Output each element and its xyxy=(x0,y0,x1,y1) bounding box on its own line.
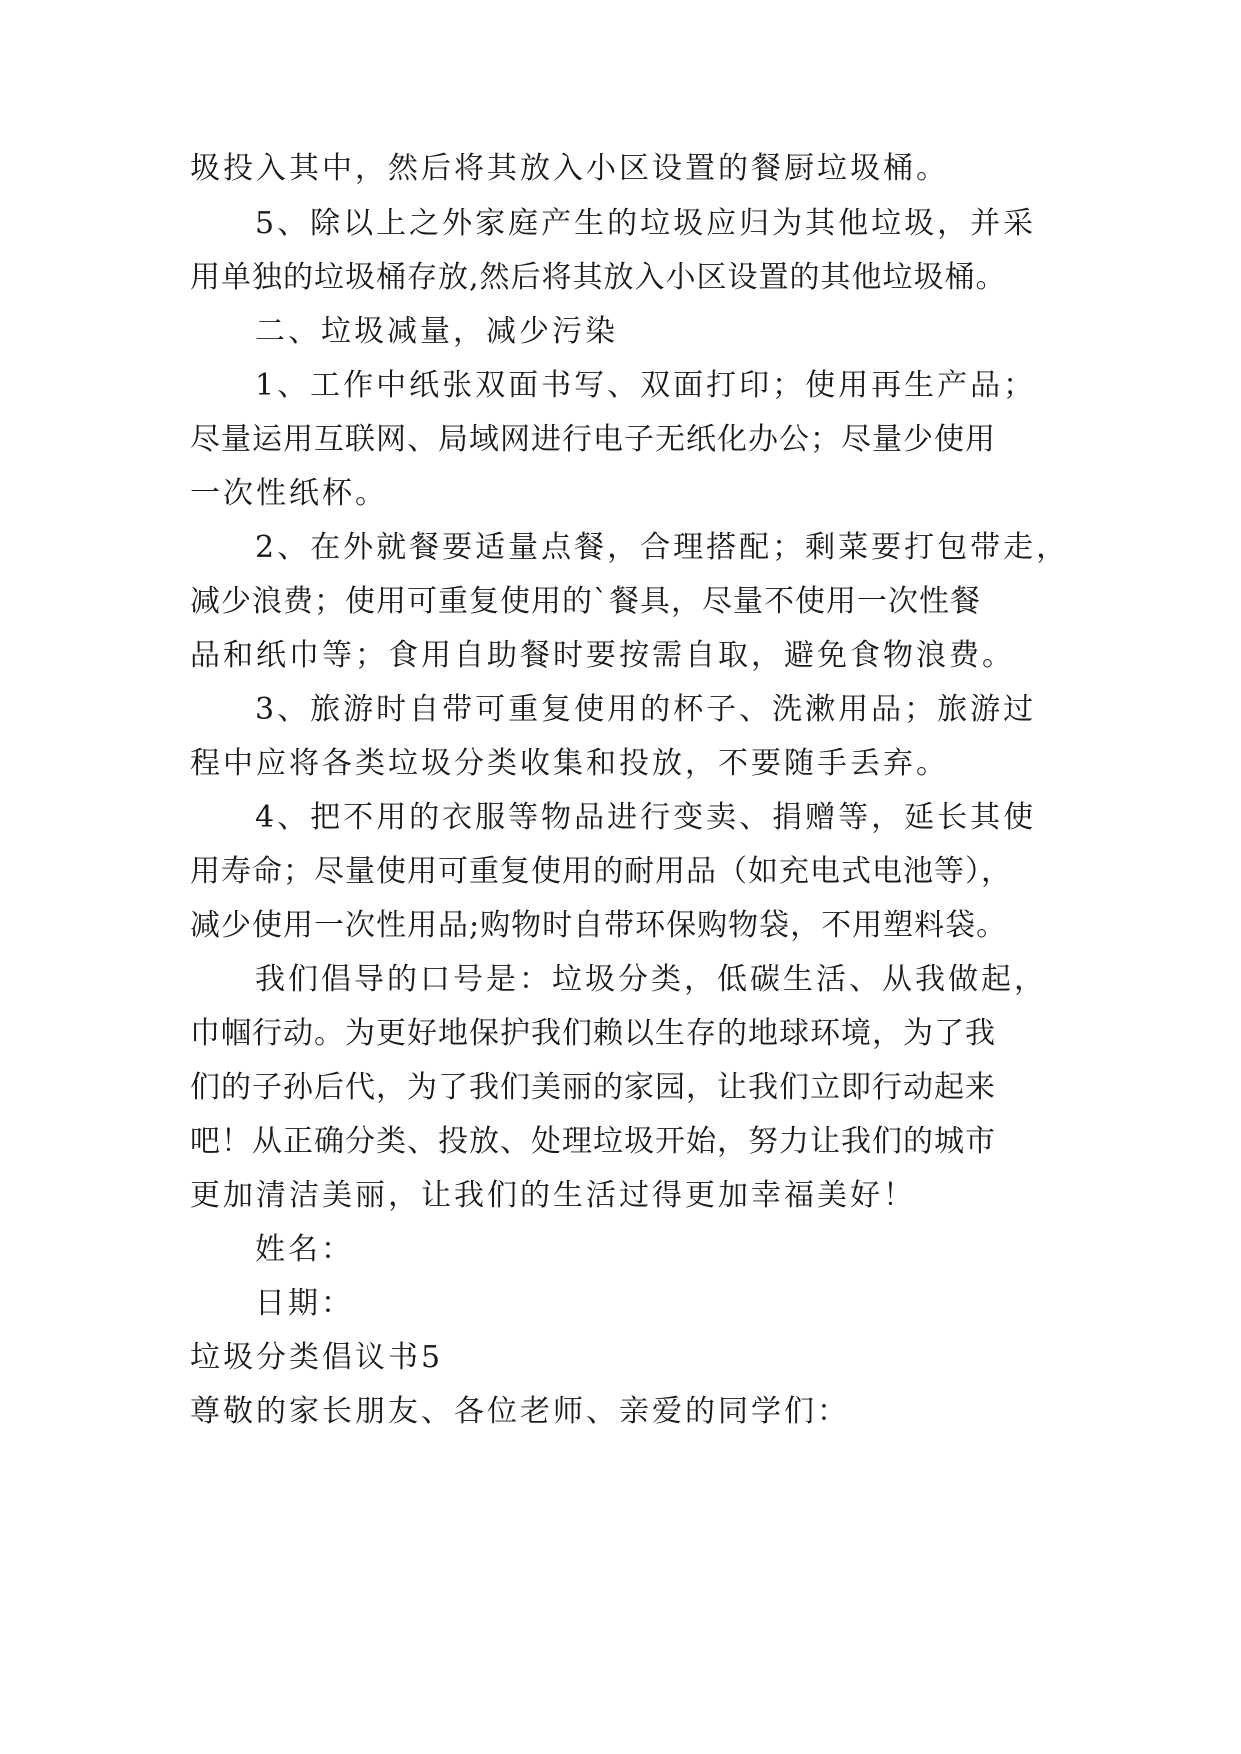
text-line: 尽量运用互联网、局域网进行电子无纸化办公；尽量少使用 xyxy=(190,422,996,457)
text-line: 4、把不用的衣服等物品进行变卖、捐赠等，延长其使 xyxy=(255,800,1037,835)
text-line: 用单独的垃圾桶存放,然后将其放入小区设置的其他垃圾桶。 xyxy=(190,260,1007,295)
section-heading: 二、垃圾减量，减少污染 xyxy=(255,314,618,349)
text-line: 吧！从正确分类、投放、处理垃圾开始，努力让我们的城市 xyxy=(190,1124,996,1159)
text-line: 品和纸巾等；食用自助餐时要按需自取，避免食物浪费。 xyxy=(190,638,1015,673)
text-line: 们的子孙后代，为了我们美丽的家园，让我们立即行动起来 xyxy=(190,1070,996,1105)
text-line: 2、在外就餐要适量点餐，合理搭配；剩菜要打包带走， xyxy=(255,530,1070,565)
text-line: 一次性纸杯。 xyxy=(190,476,388,511)
text-line: 圾投入其中，然后将其放入小区设置的餐厨垃圾桶。 xyxy=(190,151,949,186)
text-line: 3、旅游时自带可重复使用的杯子、洗漱用品；旅游过 xyxy=(255,692,1037,727)
text-line: 减少浪费；使用可重复使用的`餐具，尽量不使用一次性餐 xyxy=(190,584,981,619)
text-line: 1、工作中纸张双面书写、双面打印；使用再生产品； xyxy=(255,368,1037,403)
text-line: 程中应将各类垃圾分类收集和投放，不要随手丢弃。 xyxy=(190,746,949,781)
text-line: 用寿命；尽量使用可重复使用的耐用品（如充电式电池等）， xyxy=(190,854,1012,889)
name-field-label: 姓名： xyxy=(255,1232,354,1267)
text-line: 我们倡导的口号是：垃圾分类，低碳生活、从我做起， xyxy=(255,962,1047,997)
text-line: 巾帼行动。为更好地保护我们赖以生存的地球环境，为了我 xyxy=(190,1016,996,1051)
text-line: 更加清洁美丽，让我们的生活过得更加幸福美好！ xyxy=(190,1178,916,1213)
salutation: 尊敬的家长朋友、各位老师、亲爱的同学们： xyxy=(190,1394,850,1429)
text-line: 减少使用一次性用品;购物时自带环保购物袋，不用塑料袋。 xyxy=(190,908,1008,943)
document-title: 垃圾分类倡议书5 xyxy=(190,1340,444,1375)
date-field-label: 日期： xyxy=(255,1286,354,1321)
text-line: 5、除以上之外家庭产生的垃圾应归为其他垃圾，并采 xyxy=(255,206,1037,241)
